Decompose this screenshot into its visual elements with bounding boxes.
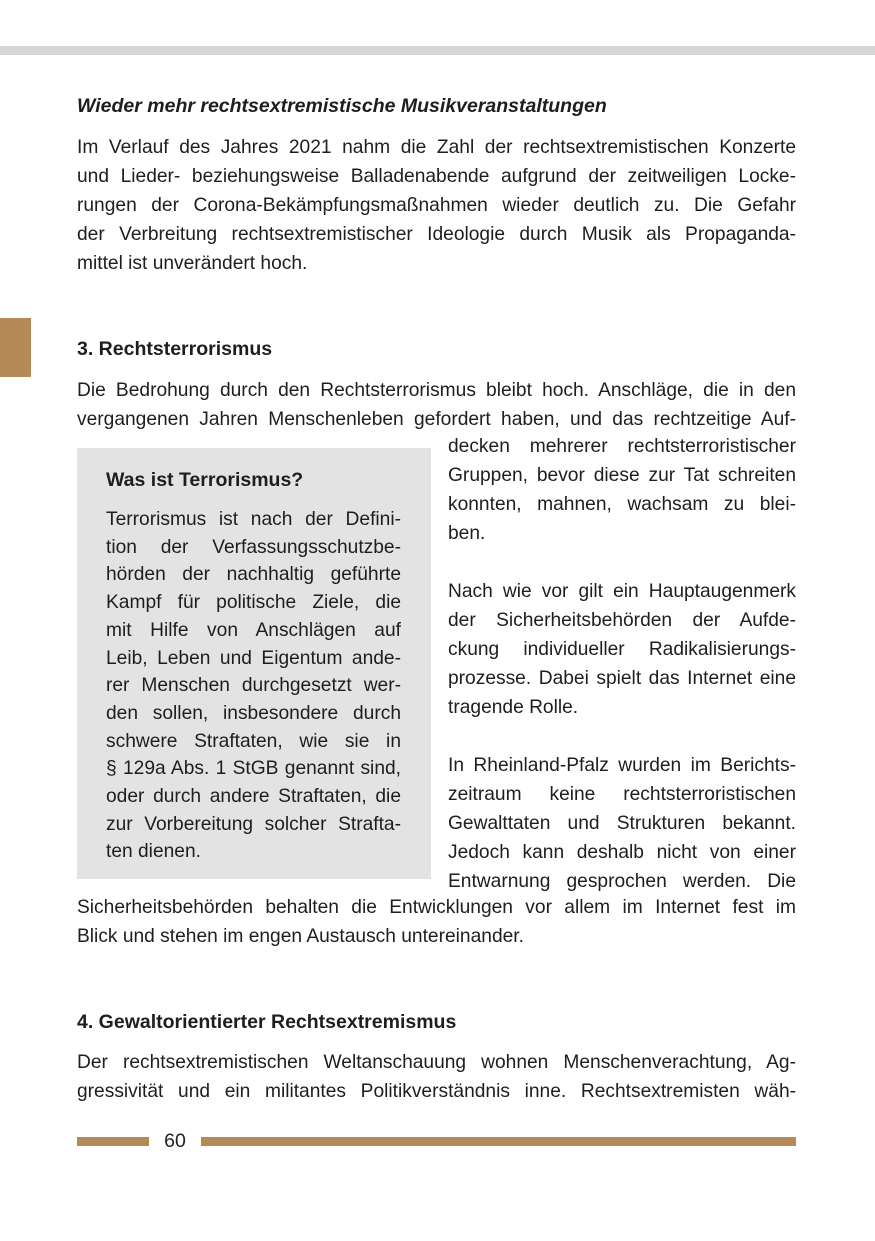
text-line: Der rechtsextremistischen Weltanschauung wohnen Menschenverachtung, Ag-	[77, 1052, 796, 1073]
infobox-title: Was ist Terrorismus?	[106, 469, 304, 491]
text-line: tion der Verfassungsschutzbe-	[106, 536, 401, 558]
text-line: Gruppen, bevor diese zur Tat schreiten	[448, 465, 796, 486]
text-line: Terrorismus ist nach der Defini-	[106, 509, 401, 530]
right-column-text	[448, 432, 796, 896]
text-line: vergangenen Jahren Menschenleben gefordert haben, und das rechtzeitige Auf-	[77, 409, 796, 430]
text-line: zeitraum keine rechtsterroristischen	[448, 784, 796, 805]
text-line: ten dienen.	[106, 841, 201, 863]
text-line: der Sicherheitsbehörden der Aufde-	[448, 610, 796, 631]
text-line: schwere Straftaten, wie sie in	[106, 730, 401, 752]
text-line: Jedoch kann deshalb nicht von einer	[448, 842, 796, 863]
text-line: Nach wie vor gilt ein Hauptaugenmerk	[448, 581, 796, 602]
paragraph-terror-intro	[77, 376, 796, 434]
text-line: und Lieder- beziehungsweise Balladenabende aufgrund der zeitweiligen Locke-	[77, 166, 796, 187]
text-line: ckung individueller Radikalisierungs-	[448, 639, 796, 660]
heading-rechtsterrorismus: 3. Rechtsterrorismus	[77, 338, 273, 360]
chapter-side-tab	[0, 318, 31, 377]
text-line: zur Vorbereitung solcher Strafta-	[106, 813, 401, 835]
heading-gewaltorientiert: 4. Gewaltorientierter Rechtsextremismus	[77, 1011, 457, 1033]
text-line: Die Bedrohung durch den Rechtsterrorismus bleibt hoch. Anschläge, die in den	[77, 380, 796, 401]
text-line: Entwarnung gesprochen werden. Die	[448, 871, 796, 892]
text-line: Sicherheitsbehörden behalten die Entwicklungen vor allem im Internet fest im	[77, 897, 796, 918]
paragraph-terror-closing	[77, 893, 796, 951]
text-line: Gewalttaten und Strukturen bekannt.	[448, 813, 796, 834]
footer-bar-left	[77, 1137, 149, 1146]
text-line: Blick und stehen im engen Austausch untereinander.	[77, 926, 524, 947]
text-line: In Rheinland-Pfalz wurden im Berichts-	[448, 755, 796, 776]
text-line: hörden der nachhaltig geführte	[106, 564, 401, 586]
text-line: tragende Rolle.	[448, 697, 579, 718]
text-line: § 129a Abs. 1 StGB genannt sind,	[106, 758, 401, 780]
text-line: Im Verlauf des Jahres 2021 nahm die Zahl der rechtsextremistischen Konzerte	[77, 137, 796, 158]
text-line: rungen der Corona-Bekämpfungsmaßnahmen wieder deutlich zu. Die Gefahr	[77, 195, 796, 216]
text-line: gressivität und ein militantes Politikverständnis inne. Rechtsextremisten wäh-	[77, 1081, 796, 1102]
text-line: prozesse. Dabei spielt das Internet eine	[448, 668, 796, 689]
text-line: konnten, mahnen, wachsam zu blei-	[448, 494, 796, 515]
text-line: oder durch andere Straftaten, die	[106, 786, 401, 808]
infobox-terrorism-definition	[77, 448, 431, 879]
text-line: mit Hilfe von Anschlägen auf	[106, 619, 401, 641]
text-line: mittel ist unverändert hoch.	[77, 253, 308, 274]
text-line: Leib, Leben und Eigentum ande-	[106, 647, 401, 669]
page-number: 60	[164, 1130, 186, 1152]
text-line: Kampf für politische Ziele, die	[106, 592, 401, 614]
text-line: den sollen, insbesondere durch	[106, 702, 401, 724]
text-line: rer Menschen durchgesetzt wer-	[106, 675, 401, 697]
top-rule	[0, 46, 875, 55]
footer-bar-right	[201, 1137, 796, 1146]
blank-line	[448, 722, 796, 751]
text-line: decken mehrerer rechtsterroristischer	[448, 436, 796, 457]
blank-line	[448, 548, 796, 577]
infobox-body	[106, 506, 401, 866]
paragraph-music-events	[77, 133, 796, 278]
text-line: ben.	[448, 523, 486, 544]
heading-music-events: Wieder mehr rechtsextremistische Musikveranstaltungen	[77, 95, 607, 117]
text-line: der Verbreitung rechtsextremistischer Ideologie durch Musik als Propaganda-	[77, 224, 796, 245]
paragraph-violence-oriented	[77, 1048, 796, 1106]
